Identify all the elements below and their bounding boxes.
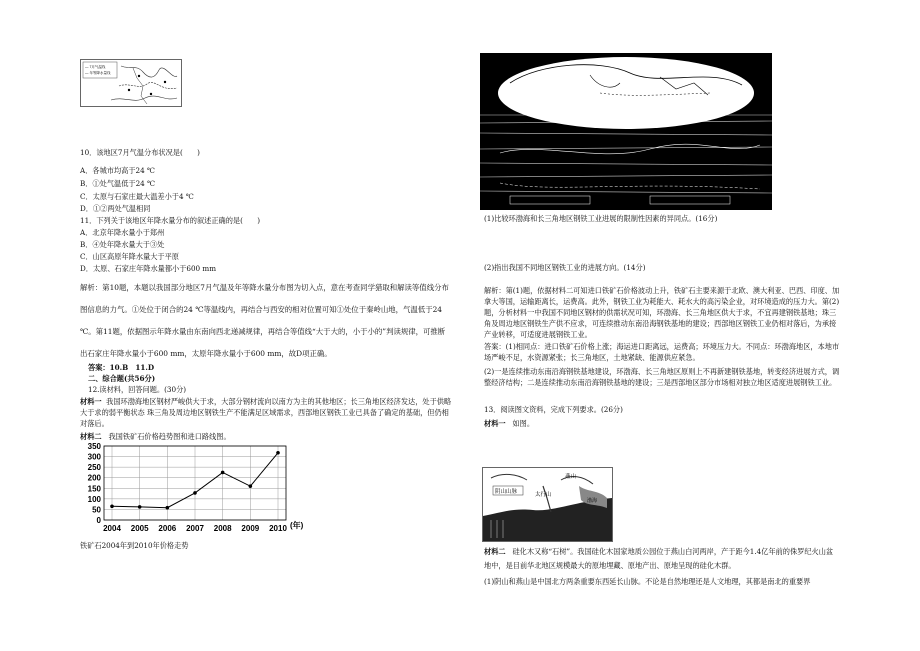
x-axis-unit: (年) <box>290 521 304 530</box>
y-tick-label: 150 <box>87 484 101 494</box>
material-13-1-label: 材料一 <box>484 419 506 428</box>
answer-12-1: 答案：(1)相同点：进口铁矿石价格上涨；海运进口距离远，运费高；环境压力大。不同点：环渤海地区，本地市场严峻不足，水资源紧张；长三角地区，土地紧缺、能源供应紧急。 <box>484 342 840 362</box>
material-13-2 <box>484 545 840 573</box>
map-legend-2: — 年等降水量线 <box>85 71 111 75</box>
material-1-text: 我国环渤海地区钢材严峻供大于求，大部分钢材流向以南方为主的其他地区；长三角地区经济发达，处于供略大于求的弱平衡状态 珠三角及周边地区钢铁生产不能满足区域需求，西部地区钢铁工业已具备了确定的基础，但仍相对落后。 <box>80 397 452 428</box>
world-map-route <box>480 53 772 210</box>
material-2-label: 材料二 <box>80 432 102 441</box>
label-taihangshan: 太行山 <box>535 492 552 498</box>
data-point <box>138 505 142 509</box>
q10-option-a: A．各城市均高于24 ℃ <box>80 166 155 175</box>
climate-map <box>80 59 182 107</box>
x-tick-label: 2006 <box>158 524 177 533</box>
data-point <box>110 504 114 508</box>
material-13-1-text: 如图。 <box>512 419 535 428</box>
x-tick-label: 2008 <box>213 524 232 533</box>
chart-caption: 铁矿石2004年到2010年价格走势 <box>80 541 189 550</box>
data-point <box>221 471 225 475</box>
q10-option-c: C．太原与石家庄最大温差小于4 ℃ <box>80 192 194 201</box>
q11-option-d: D．太原、石家庄年降水量都小于600 mm <box>80 264 217 273</box>
data-point <box>276 451 280 455</box>
data-point <box>193 491 197 495</box>
x-tick-label: 2009 <box>241 524 260 533</box>
label-yinshan: 阴山山脉 <box>495 489 518 495</box>
answer-10-11: 答案：10.B 11.D <box>88 363 155 372</box>
question-12-2: (2)指出我国不同地区钢铁工业的进展方向。(14分) <box>484 263 646 272</box>
material-13-2-text: 硅化木又称“石树”。我国硅化木国家地质公园位于燕山白河两岸，产于距今1.4亿年前的侏罗纪火山盆地中，是目前华北地区规模最大的原地埋藏、原地产出、原地呈现的硅化木群。 <box>484 547 834 570</box>
mountain-map <box>482 467 613 542</box>
iron-ore-price-chart <box>80 442 320 538</box>
y-tick-label: 350 <box>87 442 101 451</box>
x-tick-label: 2007 <box>186 524 204 533</box>
y-tick-label: 0 <box>96 516 101 525</box>
x-tick-label: 2004 <box>103 524 121 533</box>
label-bohai: 渤海 <box>587 498 598 504</box>
q10-option-d: D．①②两处气温相同 <box>80 204 151 213</box>
label-yanshan: 燕山 <box>565 474 577 480</box>
y-tick-label: 300 <box>87 452 101 462</box>
data-point <box>249 484 253 488</box>
y-tick-label: 200 <box>87 473 101 483</box>
analysis-12: 解析：第(1)题，依据材料二可知进口铁矿石价格波动上升，铁矿石主要来源于北欧、澳大利亚、巴西、印度、加拿大等国，运输距离长，运费高。此外，钢铁工业为耗能大、耗水大的高污染企业，对环境造成的压力大。第(2)题，分析材料一中我国不同地区钢材的供需状况可知，环渤海、长三角地区供大于求，不宜再建钢铁基地；珠三角及周边地区钢铁生产供不应求，可连续推动东南沿海钢铁基地的建设；西部地区钢铁工业仍相对落后，为承接产业转移，可适度进展钢铁工业。 <box>484 286 840 339</box>
material-1-label: 材料一 <box>80 397 102 406</box>
q11-option-c: C．山区高原年降水量大于平原 <box>80 252 179 261</box>
data-point <box>166 506 170 510</box>
world-map-drawing <box>480 53 772 210</box>
climate-map-drawing <box>81 60 181 106</box>
question-13: 13．阅读图文资料，完成下列要求。(26分) <box>484 405 623 414</box>
q11-option-a: A．北京年降水量小于郑州 <box>80 228 165 237</box>
material-2-text: 我国铁矿石价格趋势图和进口路线图。 <box>108 432 231 441</box>
answer-12-2: (2)一是连续推动东南沿海钢铁基地建设，环渤海、长三角地区原则上不再新建钢铁基地，转变经济进展方式，调整经济结构；二是连续推动东南沿海钢铁基地的建设；三是西部地区部分市场相对独立地区适度进展钢铁工业。 <box>484 367 840 387</box>
q10-option-b: B．①处气温低于24 ℃ <box>80 179 156 188</box>
x-tick-label: 2005 <box>130 524 149 533</box>
x-tick-label: 2010 <box>269 524 287 533</box>
mountain-map-drawing <box>483 468 612 541</box>
material-13-1 <box>484 419 534 428</box>
question-12: 12.读材料，回答问题。(30分) <box>88 385 187 394</box>
material-13-2-label: 材料二 <box>484 547 506 556</box>
section-2-heading: 二、综合题(共56分) <box>88 374 156 383</box>
analysis-10-11: 解析：第10题，本题以我国部分地区7月气温及年等降水量分布图为切入点，意在考查同学猎取和解读等值线分布图信息的力气。①处位于闭合的24 ℃等温线内，再结合与西安的相对位置可知①处位于秦岭山地，气温低于24 ℃。第11题，依据图示年降水量由东南向西北递减规律，再结合等值线“大于大的，小于小的”判读规律，可推断出石家庄年降水量小于600 mm，太原年降水量小于600 mm，故D项正确。 <box>80 283 449 358</box>
q11-option-b: B．④处年降水量大于③处 <box>80 240 165 249</box>
y-tick-label: 50 <box>92 505 101 515</box>
material-1 <box>80 396 452 429</box>
question-13-1: (1)阴山和燕山是中国北方两条重要东西延长山脉。不论是自然地理还是人文地理，其都是南北的重要界 <box>484 577 811 586</box>
material-2 <box>80 432 231 441</box>
y-tick-label: 100 <box>87 494 101 504</box>
question-11: 11．下列关于该地区年降水量分布的叙述正确的是( ) <box>80 216 261 225</box>
question-12-1: (1)比较环渤海和长三角地区钢铁工业进展的限制性因素的异同点。(16分) <box>484 214 718 223</box>
question-10: 10．该地区7月气温分布状况是( ) <box>80 148 200 157</box>
y-tick-label: 250 <box>87 463 101 473</box>
map-legend-1: — 7月气温线 <box>85 65 106 69</box>
